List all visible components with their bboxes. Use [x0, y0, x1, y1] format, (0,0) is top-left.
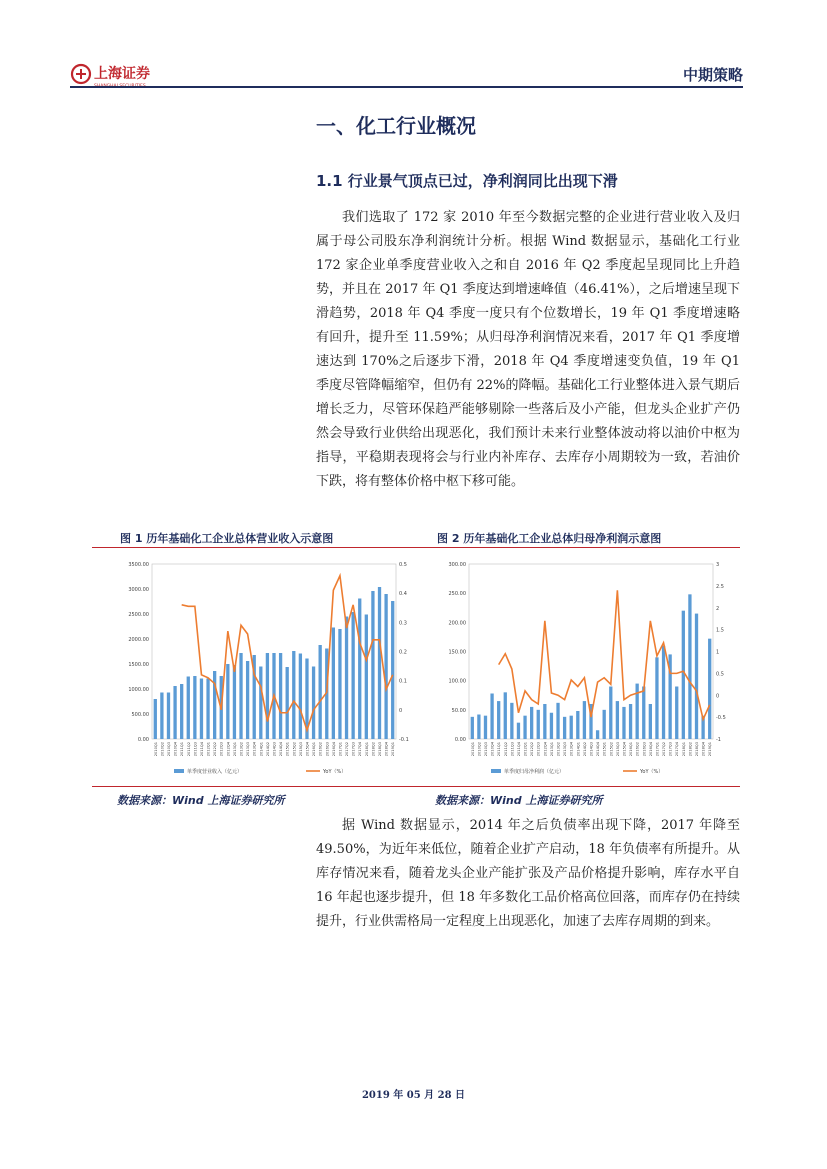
x-tick-label: 2013Q3 [563, 742, 568, 757]
y-right-tick-label: 0.5 [716, 671, 724, 678]
x-tick-label: 2014Q4 [279, 742, 284, 757]
logo-text: 上海证券 [94, 66, 150, 82]
x-tick-label: 2012Q4 [226, 742, 231, 757]
bar [233, 665, 236, 739]
bar [543, 704, 546, 739]
bar [193, 676, 196, 739]
x-tick-label: 2018Q3 [695, 742, 700, 757]
bar [259, 667, 262, 740]
bar [629, 704, 632, 739]
bar [187, 677, 190, 740]
y-right-tick-label: 0.3 [399, 620, 407, 627]
bar [378, 587, 381, 739]
bar [239, 653, 242, 739]
x-tick-label: 2017Q2 [345, 742, 350, 757]
x-tick-label: 2019Q1 [708, 742, 713, 757]
bar [576, 711, 579, 739]
bar [510, 703, 513, 739]
x-tick-label: 2016Q3 [325, 742, 330, 757]
y-right-tick-label: 1.5 [716, 627, 724, 634]
bar [206, 679, 209, 740]
figure-1-source: 数据来源：Wind 上海证券研究所 [117, 794, 285, 807]
x-tick-label: 2011Q2 [503, 742, 508, 757]
bar [523, 716, 526, 739]
x-tick-label: 2018Q4 [701, 742, 706, 757]
y-right-tick-label: 0.2 [399, 649, 407, 656]
bar [279, 653, 282, 739]
subsection-title: 1.1 行业景气顶点已过，净利润同比出现下滑 [316, 172, 618, 190]
bar [550, 713, 553, 739]
x-tick-label: 2013Q2 [239, 742, 244, 757]
x-tick-label: 2014Q2 [582, 742, 587, 757]
y-left-tick-label: 0.00 [137, 737, 149, 743]
bar [583, 701, 586, 739]
body-paragraph-2: 据 Wind 数据显示，2014 年之后负债率出现下降，2017 年降至 49.50%，为近年来低位，随着企业扩产启动，18 年负债率有所提升。从库存情况来看，随着龙头企业产能扩张及产品价格提升影响，库存水平自 16 年起也逐步提升，但 18 年多数化工品价格高位回落，而库存仍在持续提升，行业供需格局一定程度上出现恶化，加速了去库存周期的到来。 [316, 818, 740, 929]
x-tick-label: 2012Q2 [213, 742, 218, 757]
bar [649, 704, 652, 739]
x-tick-label: 2015Q4 [622, 742, 627, 757]
x-tick-label: 2016Q1 [629, 742, 634, 757]
y-right-tick-label: 0.5 [399, 562, 407, 568]
header-divider [70, 86, 743, 88]
bar [655, 657, 658, 739]
legend-bar-swatch [491, 769, 501, 773]
legend-bar-label: 单季度营业收入（亿元） [187, 769, 243, 775]
legend-bar-swatch [174, 769, 184, 773]
x-tick-label: 2017Q3 [668, 742, 673, 757]
x-tick-label: 2010Q3 [483, 742, 488, 757]
bar [200, 679, 203, 740]
bar [517, 723, 520, 739]
legend-line-label: YoY（%） [323, 769, 347, 775]
bar [266, 653, 269, 739]
x-tick-label: 2017Q4 [358, 742, 363, 757]
bar [160, 693, 163, 740]
bar [345, 617, 348, 740]
x-tick-label: 2014Q1 [576, 742, 581, 757]
bar [616, 701, 619, 739]
x-tick-label: 2015Q2 [292, 742, 297, 757]
x-tick-label: 2017Q2 [662, 742, 667, 757]
y-right-tick-label: 0 [399, 707, 403, 714]
bar [371, 591, 374, 739]
bar [173, 686, 176, 739]
x-tick-label: 2011Q1 [180, 742, 185, 757]
y-left-tick-label: 1000.00 [128, 687, 149, 693]
x-tick-label: 2010Q2 [477, 742, 482, 757]
x-tick-label: 2011Q4 [199, 742, 204, 757]
y-left-tick-label: 0.00 [454, 737, 466, 743]
x-tick-label: 2010Q1 [470, 742, 475, 757]
x-tick-label: 2013Q2 [556, 742, 561, 757]
bar [226, 664, 229, 739]
x-tick-label: 2012Q2 [530, 742, 535, 757]
bar [556, 703, 559, 739]
y-left-tick-label: 200.00 [448, 620, 466, 627]
bar [688, 594, 691, 739]
y-right-tick-label: 2.5 [716, 583, 724, 590]
figure-bottom-rule [92, 786, 740, 787]
revenue-chart [118, 556, 418, 782]
bar [312, 667, 315, 740]
x-tick-label: 2013Q4 [252, 742, 257, 757]
bar [332, 628, 335, 740]
x-tick-label: 2011Q3 [193, 742, 198, 757]
bar [391, 601, 394, 739]
x-tick-label: 2013Q1 [232, 742, 237, 757]
y-left-tick-label: 3000.00 [128, 587, 149, 593]
x-tick-label: 2016Q3 [642, 742, 647, 757]
bar [662, 646, 665, 739]
x-tick-label: 2018Q1 [364, 742, 369, 757]
x-tick-label: 2012Q4 [543, 742, 548, 757]
y-right-tick-label: 2 [716, 605, 720, 612]
y-right-tick-label: -0.5 [716, 715, 726, 722]
bar [622, 707, 625, 739]
body-paragraph-1: 我们选取了 172 家 2010 年至今数据完整的企业进行营业收入及归属于母公司股东净利润统计分析。根据 Wind 数据显示，基础化工行业 172 家企业单季度营业收入之和自 2016 年 Q2 季度起呈现同比上升趋势，并且在 2017 年 Q1 季度达到增速峰值（46.41%），之后增速呈现下滑趋势，2018 年 Q4 季度一度只有个位数增长，19 年 Q1 季度增速略有回升，提升至 11.59%；从归母净利润情况来看，2017 年 Q1 季度增速达到 170%之后逐步下滑，2018 年 Q4 季度增速变负值，19 年 Q1 季度尽管降幅缩窄，但仍有 22%的降幅。基础化工行业整体进入景气期后增长乏力，尽管环保趋严能够剔除一些落后及小产能，但龙头企业扩产仍然会导致行业供给出现恶化，我们预计未来行业整体波动将以油价中枢为指导，平稳期表现将会与行业内补库存、去库存小周期较为一致，若油价下跌，将有整体价格中枢下移可能。 [316, 210, 740, 489]
y-right-tick-label: -1 [716, 737, 721, 743]
bar [530, 707, 533, 739]
x-tick-label: 2010Q4 [173, 742, 178, 757]
x-tick-label: 2018Q4 [384, 742, 389, 757]
y-right-tick-label: 1 [716, 649, 720, 656]
bar [338, 629, 341, 739]
bar [484, 716, 487, 739]
x-tick-label: 2016Q2 [318, 742, 323, 757]
x-tick-label: 2012Q3 [536, 742, 541, 757]
x-tick-label: 2017Q1 [338, 742, 343, 757]
x-tick-label: 2018Q1 [681, 742, 686, 757]
bar [609, 687, 612, 740]
bar [213, 671, 216, 739]
x-tick-label: 2014Q4 [596, 742, 601, 757]
y-left-tick-label: 500.00 [131, 712, 149, 718]
x-tick-label: 2012Q1 [206, 742, 211, 757]
x-tick-label: 2017Q3 [351, 742, 356, 757]
x-tick-label: 2019Q1 [391, 742, 396, 757]
y-left-tick-label: 150.00 [448, 649, 466, 656]
legend-line-label: YoY（%） [640, 769, 664, 775]
y-left-tick-label: 1500.00 [128, 662, 149, 668]
x-tick-label: 2016Q4 [331, 742, 336, 757]
x-tick-label: 2018Q2 [371, 742, 376, 757]
x-tick-label: 2016Q2 [635, 742, 640, 757]
y-left-tick-label: 50.00 [451, 707, 466, 714]
x-tick-label: 2011Q1 [497, 742, 502, 757]
bar [504, 692, 507, 739]
bar [603, 710, 606, 739]
y-right-tick-label: 3 [716, 562, 720, 568]
bar [708, 639, 711, 739]
y-right-tick-label: -0.1 [399, 737, 409, 743]
y-right-tick-label: 0 [716, 693, 720, 700]
bar [642, 687, 645, 740]
x-tick-label: 2014Q3 [589, 742, 594, 757]
x-tick-label: 2014Q1 [259, 742, 264, 757]
x-tick-label: 2011Q4 [516, 742, 521, 757]
x-tick-label: 2015Q1 [602, 742, 607, 757]
legend-bar-label: 单季度归母净利润（亿元） [504, 769, 565, 775]
x-tick-label: 2013Q3 [246, 742, 251, 757]
figure-top-rule [92, 547, 740, 548]
bar [319, 645, 322, 739]
bar [695, 614, 698, 739]
y-left-tick-label: 2500.00 [128, 612, 149, 618]
bar [292, 651, 295, 739]
x-tick-label: 2015Q3 [615, 742, 620, 757]
x-tick-label: 2010Q3 [166, 742, 171, 757]
section-title: 一、化工行业概况 [316, 114, 476, 138]
y-left-tick-label: 300.00 [448, 562, 466, 568]
y-right-tick-label: 0.1 [399, 678, 407, 685]
bar [570, 716, 573, 739]
bar [682, 611, 685, 739]
x-tick-label: 2010Q1 [153, 742, 158, 757]
x-tick-label: 2012Q1 [523, 742, 528, 757]
x-tick-label: 2015Q3 [298, 742, 303, 757]
footer-date: 2019 年 05 月 28 日 [361, 1090, 466, 1101]
bar [537, 710, 540, 739]
bar [154, 699, 157, 739]
bar [351, 612, 354, 739]
header-category: 中期策略 [682, 66, 743, 84]
figure-2-source: 数据来源：Wind 上海证券研究所 [435, 794, 603, 807]
bar [358, 599, 361, 740]
figure-1-caption: 图 1 历年基础化工企业总体营业收入示意图 [120, 532, 334, 545]
x-tick-label: 2016Q4 [648, 742, 653, 757]
x-tick-label: 2011Q2 [186, 742, 191, 757]
figure-2-caption: 图 2 历年基础化工企业总体归母净利润示意图 [437, 532, 662, 545]
bar [563, 717, 566, 739]
bar [471, 717, 474, 739]
x-tick-label: 2010Q2 [160, 742, 165, 757]
bar [384, 594, 387, 739]
bar [299, 654, 302, 740]
x-tick-label: 2010Q4 [490, 742, 495, 757]
bar [497, 701, 500, 739]
bar [675, 687, 678, 740]
y-left-tick-label: 3500.00 [128, 562, 149, 568]
x-tick-label: 2013Q1 [549, 742, 554, 757]
bar [167, 693, 170, 740]
x-tick-label: 2015Q1 [285, 742, 290, 757]
x-tick-label: 2011Q3 [510, 742, 515, 757]
x-tick-label: 2014Q3 [272, 742, 277, 757]
net-profit-chart [435, 556, 735, 782]
y-left-tick-label: 2000.00 [128, 637, 149, 643]
x-tick-label: 2018Q3 [378, 742, 383, 757]
bar [180, 684, 183, 739]
x-tick-label: 2018Q2 [688, 742, 693, 757]
bar [596, 730, 599, 739]
bar [490, 694, 493, 740]
bar [365, 615, 368, 740]
x-tick-label: 2013Q4 [569, 742, 574, 757]
x-tick-label: 2015Q2 [609, 742, 614, 757]
x-tick-label: 2017Q1 [655, 742, 660, 757]
x-tick-label: 2017Q4 [675, 742, 680, 757]
y-left-tick-label: 250.00 [448, 591, 466, 598]
x-tick-label: 2014Q2 [265, 742, 270, 757]
logo-mark-cross [76, 69, 86, 79]
y-left-tick-label: 100.00 [448, 678, 466, 685]
x-tick-label: 2015Q4 [305, 742, 310, 757]
x-tick-label: 2016Q1 [312, 742, 317, 757]
bar [477, 715, 480, 740]
x-tick-label: 2012Q3 [219, 742, 224, 757]
bar [246, 661, 249, 739]
y-right-tick-label: 0.4 [399, 591, 407, 598]
bar [286, 667, 289, 739]
